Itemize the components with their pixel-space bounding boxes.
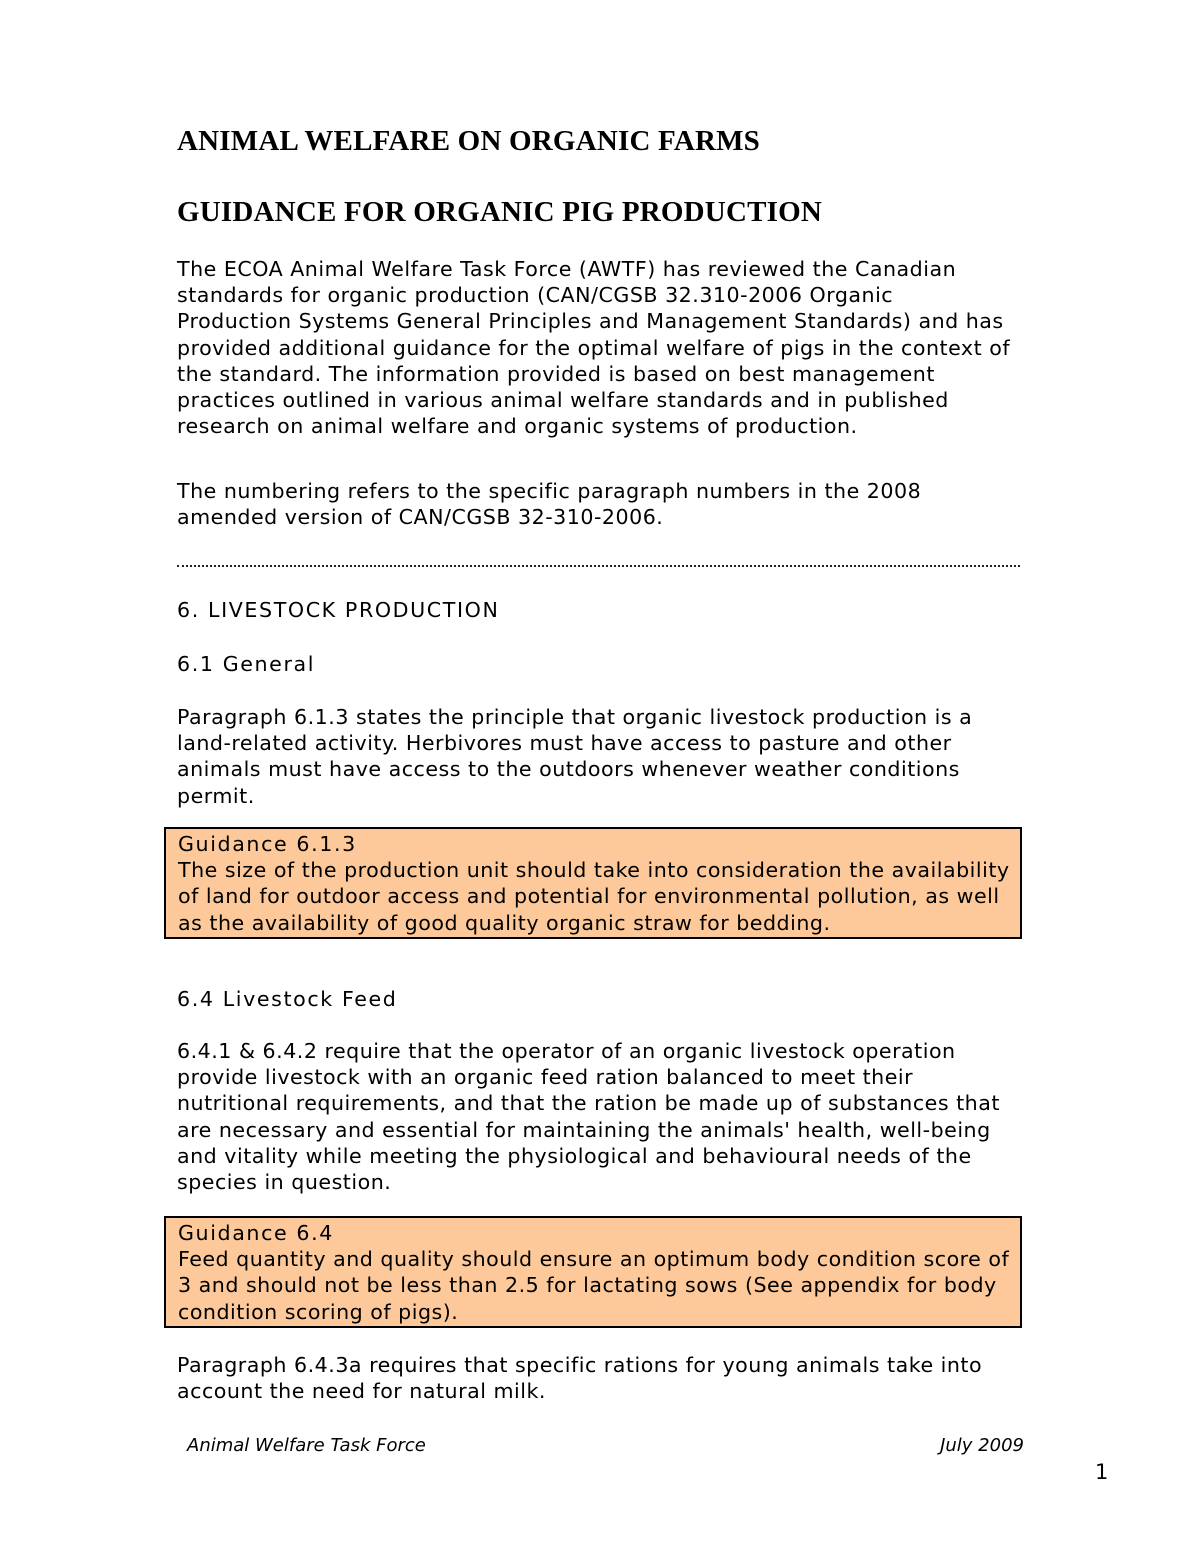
paragraph-6-4-3a: [177, 1352, 1047, 1404]
guidance-line: condition scoring of pigs).: [178, 1299, 459, 1324]
paragraph-line: Paragraph 6.1.3 states the principle that organic livestock production is a: [177, 705, 973, 729]
intro-line: The ECOA Animal Welfare Task Force (AWTF) has reviewed the Canadian: [177, 257, 957, 281]
paragraph-line: land-related activity. Herbivores must have access to pasture and other: [177, 731, 952, 756]
paragraph-line: and vitality while meeting the physiological and behavioural needs of the: [177, 1143, 972, 1168]
note-line: amended version of CAN/CGSB 32-310-2006.: [177, 505, 664, 530]
guidance-line: as the availability of good quality organic straw for bedding.: [178, 910, 831, 935]
guidance-line: 3 and should not be less than 2.5 for lactating sows (See appendix for body: [178, 1273, 997, 1298]
section-heading: 6. LIVESTOCK PRODUCTION: [177, 598, 500, 622]
paragraph-line: provide livestock with an organic feed ration balanced to meet their: [177, 1065, 914, 1090]
paragraph-line: animals must have access to the outdoors whenever weather conditions: [177, 757, 960, 782]
dotted-separator: [177, 565, 1020, 567]
intro-line: the standard. The information provided is based on best management: [177, 361, 935, 386]
paragraph-6-4: [177, 1038, 1047, 1195]
guidance-line: of land for outdoor access and potential for environmental pollution, as well: [178, 884, 1000, 909]
paragraph-line: 6.4.1 & 6.4.2 require that the operator of an organic livestock operation: [177, 1039, 956, 1063]
paragraph-line: are necessary and essential for maintaining the animals' health, well-being: [177, 1117, 991, 1142]
numbering-note: [177, 478, 1047, 530]
document-title: ANIMAL WELFARE ON ORGANIC FARMS: [177, 125, 760, 157]
intro-line: research on animal welfare and organic systems of production.: [177, 414, 858, 439]
footer-right: July 2009: [940, 1435, 1024, 1456]
intro-line: standards for organic production (CAN/CGSB 32.310-2006 Organic: [177, 283, 894, 308]
guidance-line: The size of the production unit should take into consideration the availability: [178, 858, 1010, 883]
subsection-heading-general: 6.1 General: [177, 652, 316, 676]
intro-line: provided additional guidance for the optimal welfare of pigs in the context of: [177, 335, 1011, 360]
guidance-box-6-4: [164, 1216, 1022, 1328]
document-subtitle: GUIDANCE FOR ORGANIC PIG PRODUCTION: [177, 196, 823, 228]
footer-left: Animal Welfare Task Force: [187, 1435, 426, 1456]
paragraph-line: nutritional requirements, and that the ration be made up of substances that: [177, 1091, 1000, 1116]
paragraph-6-1-3: [177, 704, 1047, 809]
guidance-label: Guidance 6.1.3: [178, 832, 357, 856]
paragraph-line: Paragraph 6.4.3a requires that specific rations for young animals take into: [177, 1353, 983, 1377]
note-line: The numbering refers to the specific paragraph numbers in the 2008: [177, 479, 922, 503]
intro-line: Production Systems General Principles and Management Standards) and has: [177, 309, 1004, 334]
intro-paragraph: [177, 256, 1047, 439]
guidance-box-6-1-3: [164, 827, 1022, 939]
guidance-label: Guidance 6.4: [178, 1221, 334, 1245]
paragraph-line: permit.: [177, 783, 255, 808]
intro-line: practices outlined in various animal welfare standards and in published: [177, 388, 949, 413]
paragraph-line: account the need for natural milk.: [177, 1379, 546, 1404]
guidance-line: Feed quantity and quality should ensure an optimum body condition score of: [178, 1247, 1010, 1272]
paragraph-line: species in question.: [177, 1170, 392, 1195]
subsection-heading-feed: 6.4 Livestock Feed: [177, 987, 398, 1011]
page-number: 1: [1095, 1460, 1109, 1484]
